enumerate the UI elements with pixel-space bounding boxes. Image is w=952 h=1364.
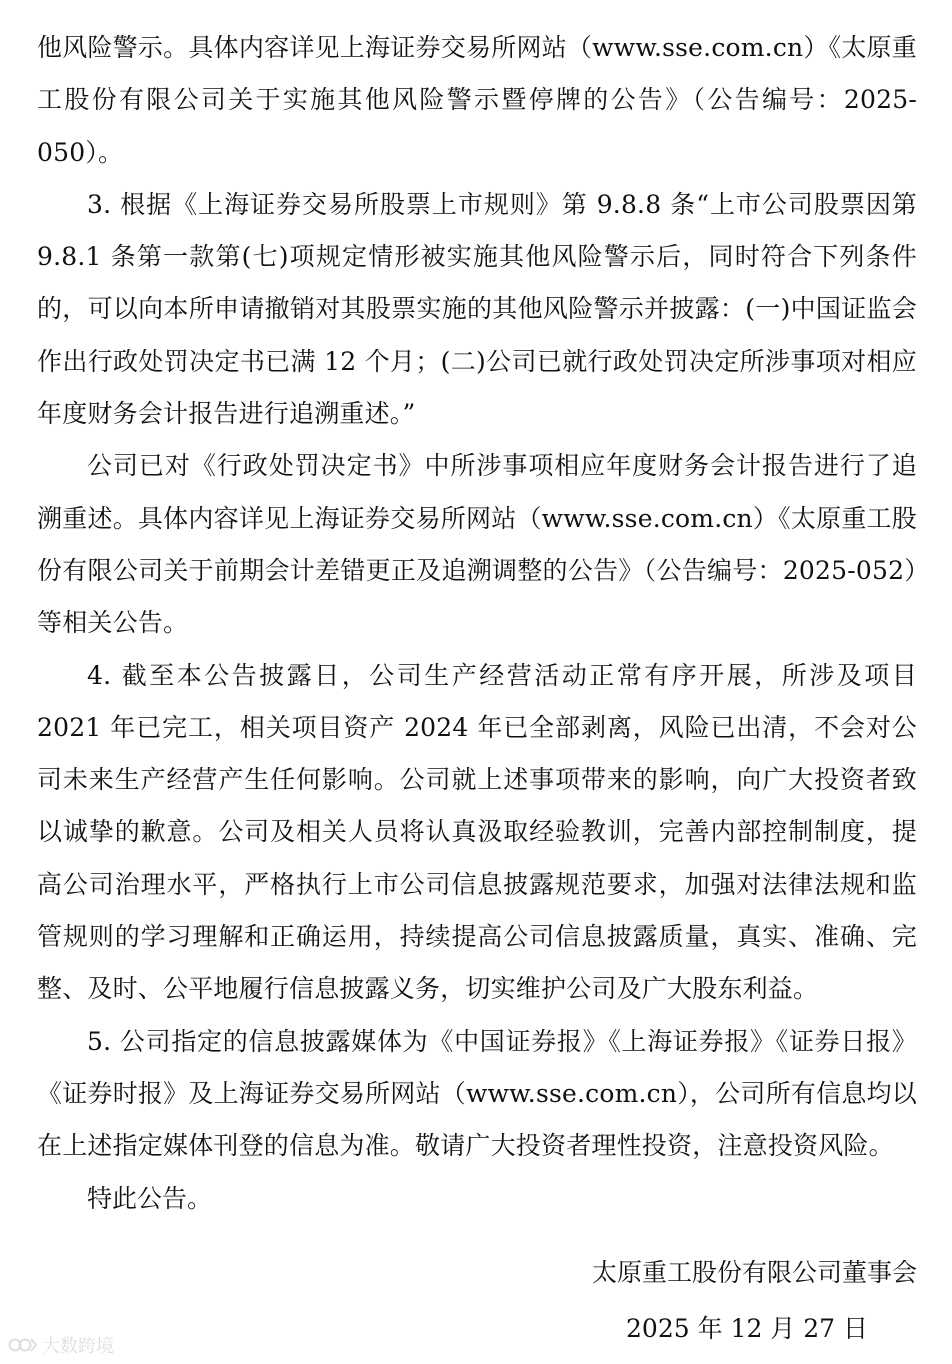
watermark-text: 大数跨境	[42, 1336, 114, 1357]
signature-date: 2025 年 12 月 27 日	[626, 1314, 868, 1343]
paragraph-item-3: 3. 根据《上海证券交易所股票上市规则》第 9.8.8 条“上市公司股票因第 9.8.1 条第一款第(七)项规定情形被实施其他风险警示后，同时符合下列条件的，可以向本所申请撤销对其股票实施的其他风险警示并披露：(一)中国证监会作出行政处罚决定书已满 12 个月；(二)公司已就行政处罚决定所涉事项对相应年度财务会计报告进行追溯重述。”	[37, 189, 917, 429]
watermark	[8, 1332, 114, 1358]
paragraph-item-5: 5. 公司指定的信息披露媒体为《中国证券报》《上海证券报》《证券日报》《证券时报》及上海证券交易所网站（www.sse.com.cn），公司所有信息均以在上述指定媒体刊登的信息为准。敬请广大投资者理性投资，注意投资风险。	[37, 1026, 917, 1161]
paragraph-item-4: 4. 截至本公告披露日，公司生产经营活动正常有序开展，所涉及项目 2021 年已完工，相关项目资产 2024 年已全部剥离，风险已出清，不会对公司未来生产经营产生任何影响。公司就上述事项带来的影响，向广大投资者致以诚挚的歉意。公司及相关人员将认真汲取经验教训，完善内部控制制度，提高公司治理水平，严格执行上市公司信息披露规范要求，加强对法律法规和监管规则的学习理解和正确运用，持续提高公司信息披露质量，真实、准确、完整、及时、公平地履行信息披露义务，切实维护公司及广大股东利益。	[37, 660, 917, 1004]
paragraph-continuation: 他风险警示。具体内容详见上海证券交易所网站（www.sse.com.cn）《太原重工股份有限公司关于实施其他风险警示暨停牌的公告》（公告编号：2025-050）。	[37, 33, 917, 167]
document-body	[37, 22, 917, 1225]
paragraph-restatement: 公司已对《行政处罚决定书》中所涉事项相应年度财务会计报告进行了追溯重述。具体内容详见上海证券交易所网站（www.sse.com.cn）《太原重工股份有限公司关于前期会计差错更正及追溯调整的公告》（公告编号：2025-052）等相关公告。	[37, 451, 917, 638]
signature-board: 太原重工股份有限公司董事会	[591, 1258, 917, 1287]
closing-statement: 特此公告。	[87, 1183, 213, 1213]
brand-logo-icon	[8, 1335, 38, 1355]
